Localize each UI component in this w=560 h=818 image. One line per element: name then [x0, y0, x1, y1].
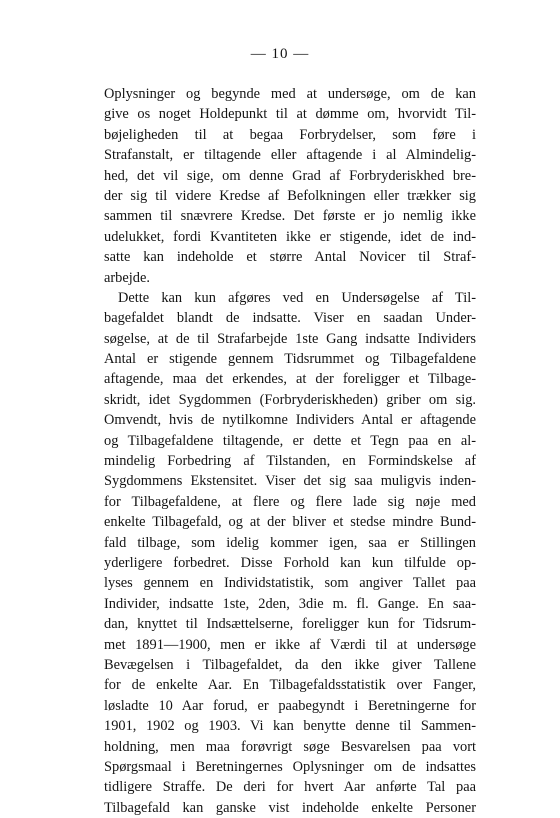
- text-line: der sig til videre Kredse af Befolkningen eller trækker sig: [104, 187, 476, 204]
- text-line: yderligere forbedret. Disse Forhold kan kun tilfulde op-: [104, 554, 476, 571]
- page-number: — 10 —: [250, 46, 310, 62]
- text-line: og Tilbagefaldene tiltagende, er dette et Tegn paa en al-: [104, 432, 476, 449]
- text-line: skridt, idet Sygdommen (Forbryderiskheden) griber om sig.: [104, 391, 476, 408]
- text-line: give os noget Holdepunkt til at dømme om, hvorvidt Til-: [104, 106, 476, 123]
- text-line: løsladte 10 Aar forud, er paabegyndt i Beretningerne for: [104, 697, 476, 714]
- text-line: bøjeligheden til at begaa Forbrydelser, som føre i: [104, 126, 476, 143]
- text-line: for Tilbagefaldene, at flere og flere lade sig nøje med: [104, 493, 476, 510]
- text-line: holdning, men maa forøvrigt søge Besvarelsen paa vort: [104, 738, 476, 755]
- text-line: Tilbagefald kan ganske vist indeholde enkelte Personer: [104, 799, 476, 816]
- text-line: Individer, indsatte 1ste, 2den, 3die m. fl. Gange. En saa-: [104, 595, 476, 612]
- text-line: for de enkelte Aar. En Tilbagefaldsstatistik over Fanger,: [104, 677, 476, 694]
- text-line: Oplysninger og begynde med at undersøge, om de kan: [104, 86, 476, 102]
- text-line: udelukket, fordi Kvantiteten ikke er stigende, idet de ind-: [104, 228, 476, 245]
- text-line: søgelse, at de til Strafarbejde 1ste Gang indsatte Individers: [104, 330, 476, 347]
- text-line: enkelte Tilbagefald, og at der bliver et stedse mindre Bund-: [104, 514, 476, 531]
- text-line: arbejde.: [104, 269, 150, 286]
- text-line: hed, det vil sige, om denne Grad af Forbryderiskhed bre-: [104, 167, 476, 184]
- text-line: Sygdommens Ekstensitet. Viser det sig saa muligvis inden-: [104, 473, 476, 490]
- text-line: tidligere Straffe. De deri for hvert Aar anførte Tal paa: [104, 779, 476, 796]
- text-line: Antal er stigende gennem Tidsrummet og Tilbagefaldene: [104, 351, 476, 368]
- text-line: met 1891—1900, men er ikke af Værdi til at undersøge: [104, 636, 476, 653]
- text-line: fald tilbage, som idelig kommer igen, saa er Stillingen: [104, 534, 476, 551]
- text-line: Omvendt, hvis de nytilkomne Individers Antal er aftagende: [104, 412, 476, 429]
- text-line: aftagende, maa det erkendes, at der foreligger et Tilbage-: [104, 371, 476, 388]
- text-line: sammen til snævrere Kredse. Det første er jo nemlig ikke: [104, 208, 476, 225]
- text-line: Dette kan kun afgøres ved en Undersøgelse af Til-: [118, 289, 476, 306]
- text-line: Bevægelsen i Tilbagefaldet, da den ikke giver Tallene: [104, 656, 476, 673]
- text-line: Spørgsmaal i Beretningernes Oplysninger om de indsattes: [104, 758, 476, 775]
- text-line: Strafanstalt, er tiltagende eller aftagende i al Almindelig-: [104, 147, 476, 164]
- text-line: lyses gennem en Individstatistik, som angiver Tallet paa: [104, 575, 476, 592]
- text-line: bagefaldet blandt de indsatte. Viser en saadan Under-: [104, 310, 476, 327]
- text-line: mindelig Forbedring af Tilstanden, en Formindskelse af: [104, 453, 476, 470]
- text-line: satte kan indeholde et større Antal Novicer til Straf-: [104, 249, 476, 266]
- body-text: [104, 84, 476, 818]
- text-line: 1901, 1902 og 1903. Vi kan benytte denne til Sammen-: [104, 718, 476, 735]
- text-line: dan, knyttet til Indsættelserne, foreligger kun for Tidsrum-: [104, 616, 476, 633]
